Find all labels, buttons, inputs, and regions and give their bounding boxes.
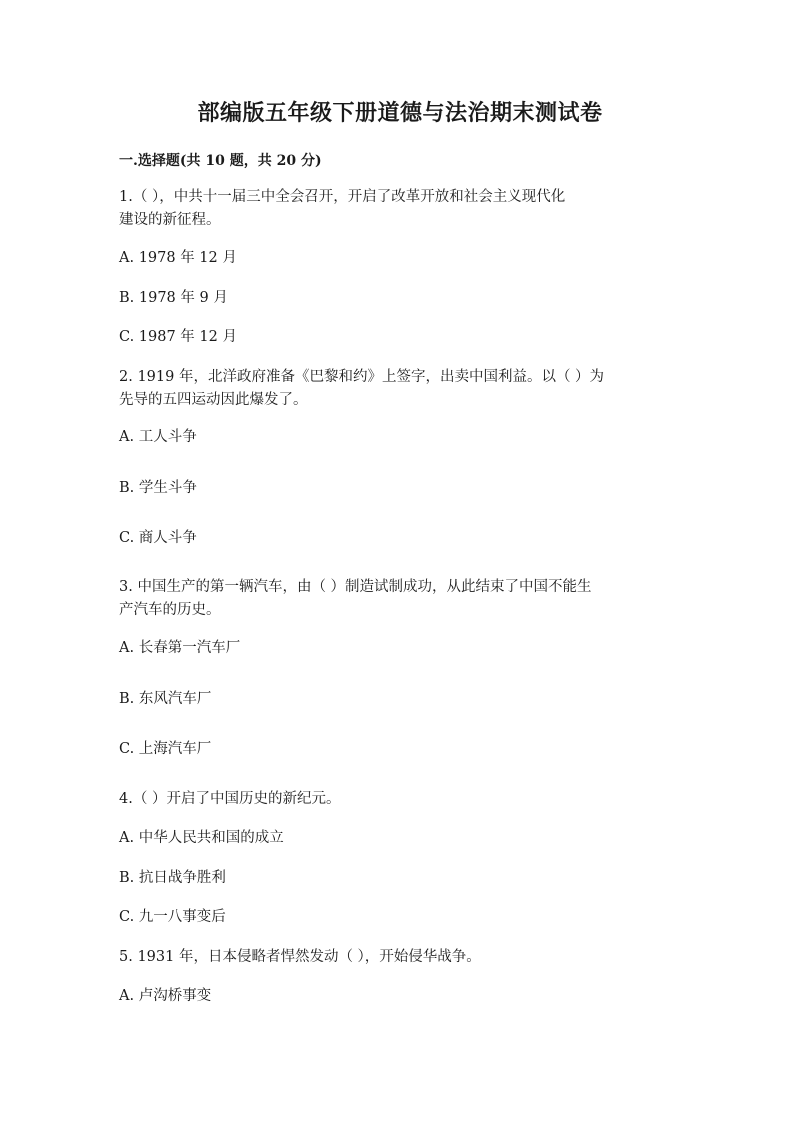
question-1-option-b: B. 1978 年 9 月 [119, 290, 228, 306]
question-stem-line: 建设的新征程。 [119, 212, 221, 228]
question-stem-line: 产汽车的历史。 [119, 602, 221, 618]
question-3-option-b: B. 东风汽车厂 [119, 691, 212, 707]
question-2-option-b: B. 学生斗争 [119, 480, 197, 496]
question-4-option-c: C. 九一八事变后 [119, 909, 226, 925]
question-1-option-c: C. 1987 年 12 月 [119, 329, 237, 345]
question-1-option-a: A. 1978 年 12 月 [119, 250, 237, 266]
question-stem-line: 2. 1919 年，北洋政府准备《巴黎和约》上签字，出卖中国利益。以（ ）为 [119, 369, 605, 385]
question-2-option-a: A. 工人斗争 [119, 429, 197, 445]
question-1-stem [119, 186, 674, 232]
question-stem-line: 3. 中国生产的第一辆汽车，由（ ）制造试制成功，从此结束了中国不能生 [119, 579, 592, 595]
question-3-option-c: C. 上海汽车厂 [119, 741, 212, 757]
question-stem-line: 先导的五四运动因此爆发了。 [119, 392, 308, 408]
question-stem-line: 1.（ ），中共十一届三中全会召开，开启了改革开放和社会主义现代化 [119, 189, 566, 205]
section-heading: 一.选择题(共 10 题，共 20 分) [119, 153, 322, 169]
question-4-option-b: B. 抗日战争胜利 [119, 870, 226, 886]
question-4-option-a: A. 中华人民共和国的成立 [119, 830, 284, 846]
question-5-stem: 5. 1931 年，日本侵略者悍然发动（ ），开始侵华战争。 [119, 949, 481, 965]
question-4-stem: 4.（ ）开启了中国历史的新纪元。 [119, 791, 341, 807]
question-2-stem [119, 366, 674, 412]
question-5-option-a: A. 卢沟桥事变 [119, 988, 212, 1004]
question-2-option-c: C. 商人斗争 [119, 530, 197, 546]
question-3-stem [119, 576, 674, 622]
page-title: 部编版五年级下册道德与法治期末测试卷 [197, 100, 603, 126]
question-3-option-a: A. 长春第一汽车厂 [119, 640, 241, 656]
